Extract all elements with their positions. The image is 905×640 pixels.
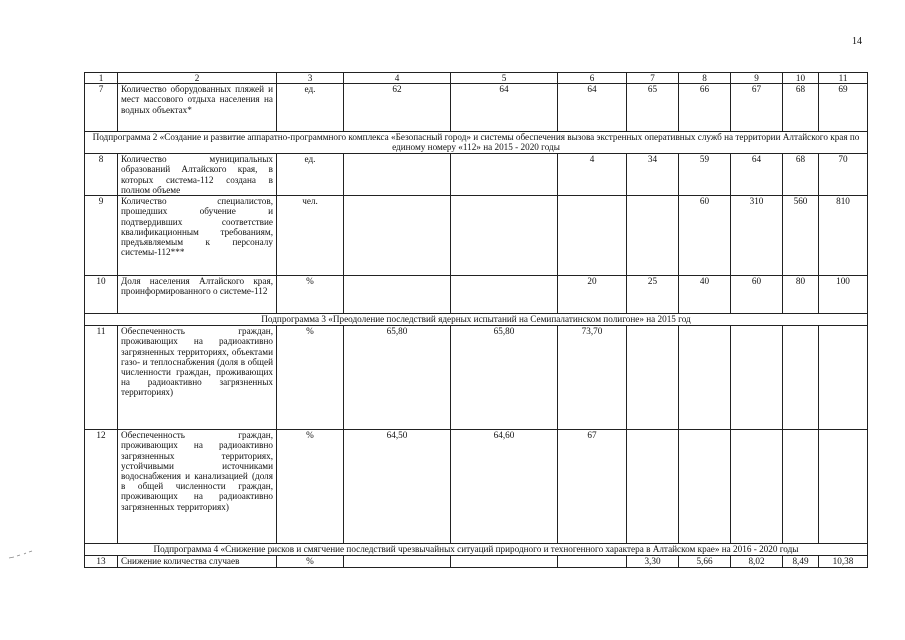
table-row: [85, 84, 868, 132]
value-cell: 64: [558, 84, 627, 132]
indicators-table: [84, 72, 868, 568]
value-cell: 68: [783, 84, 819, 132]
value-cell: [627, 326, 679, 430]
value-cell: 65: [627, 84, 679, 132]
unit-cell: %: [277, 326, 344, 430]
indicator-name: Количество оборудованных пляжей и мест массового отдыха населения на водных объектах*: [118, 84, 277, 132]
value-cell: [783, 430, 819, 544]
page-number: 14: [852, 36, 862, 47]
value-cell: 10,38: [819, 556, 868, 568]
header-cell: 10: [783, 73, 819, 84]
value-cell: 25: [627, 276, 679, 314]
value-cell: [783, 326, 819, 430]
unit-cell: ед.: [277, 84, 344, 132]
value-cell: [679, 430, 731, 544]
row-number: 9: [85, 196, 118, 276]
value-cell: [451, 556, 558, 568]
subprogram-row: [85, 544, 868, 556]
value-cell: [627, 430, 679, 544]
value-cell: [558, 196, 627, 276]
table-row: [85, 154, 868, 196]
value-cell: [627, 196, 679, 276]
value-cell: [819, 326, 868, 430]
indicator-name: Снижение количества случаев: [118, 556, 277, 568]
value-cell: 4: [558, 154, 627, 196]
value-cell: [819, 430, 868, 544]
value-cell: 8,02: [731, 556, 783, 568]
value-cell: 810: [819, 196, 868, 276]
row-number: 10: [85, 276, 118, 314]
header-cell: 4: [344, 73, 451, 84]
table-row: [85, 196, 868, 276]
value-cell: 60: [679, 196, 731, 276]
indicator-name: Доля населения Алтайского края, проинформированного о системе-112: [118, 276, 277, 314]
value-cell: [451, 196, 558, 276]
value-cell: 40: [679, 276, 731, 314]
header-cell: 9: [731, 73, 783, 84]
value-cell: 59: [679, 154, 731, 196]
value-cell: 68: [783, 154, 819, 196]
subprogram-title: Подпрограмма 3 «Преодоление последствий ядерных испытаний на Семипалатинском полигоне» на 2015 год: [85, 314, 868, 326]
value-cell: 60: [731, 276, 783, 314]
header-cell: 3: [277, 73, 344, 84]
value-cell: [679, 326, 731, 430]
header-cell: 6: [558, 73, 627, 84]
table-row: [85, 326, 868, 430]
row-number: 13: [85, 556, 118, 568]
scan-speck-mark: [8, 550, 34, 560]
table-row: [85, 430, 868, 544]
header-cell: 11: [819, 73, 868, 84]
value-cell: [344, 276, 451, 314]
value-cell: 64: [731, 154, 783, 196]
value-cell: [731, 430, 783, 544]
subprogram-row: [85, 132, 868, 154]
value-cell: 5,66: [679, 556, 731, 568]
row-number: 11: [85, 326, 118, 430]
unit-cell: %: [277, 276, 344, 314]
header-cell: 8: [679, 73, 731, 84]
value-cell: [344, 154, 451, 196]
value-cell: [558, 556, 627, 568]
value-cell: 66: [679, 84, 731, 132]
header-cell: 7: [627, 73, 679, 84]
unit-cell: чел.: [277, 196, 344, 276]
header-cell: 2: [118, 73, 277, 84]
value-cell: [344, 196, 451, 276]
value-cell: 80: [783, 276, 819, 314]
value-cell: [451, 276, 558, 314]
value-cell: 3,30: [627, 556, 679, 568]
value-cell: 67: [558, 430, 627, 544]
unit-cell: %: [277, 430, 344, 544]
value-cell: 64: [451, 84, 558, 132]
subprogram-title: Подпрограмма 4 «Снижение рисков и смягчение последствий чрезвычайных ситуаций природного и техногенного характера в Алтайском крае» на 2016 - 2020 годы: [85, 544, 868, 556]
row-number: 7: [85, 84, 118, 132]
row-number: 8: [85, 154, 118, 196]
value-cell: 65,80: [344, 326, 451, 430]
subprogram-title: Подпрограмма 2 «Создание и развитие аппаратно-программного комплекса «Безопасный город» и системы обеспечения вызова экстренных оперативных служб на территории Алтайского края по единому номеру «112» на 2015 - 2020 годы: [85, 132, 868, 154]
header-cell: 5: [451, 73, 558, 84]
value-cell: 69: [819, 84, 868, 132]
table-row: [85, 556, 868, 568]
header-cell: 1: [85, 73, 118, 84]
value-cell: 8,49: [783, 556, 819, 568]
value-cell: 560: [783, 196, 819, 276]
value-cell: [344, 556, 451, 568]
value-cell: 34: [627, 154, 679, 196]
value-cell: 73,70: [558, 326, 627, 430]
value-cell: 64,60: [451, 430, 558, 544]
value-cell: 100: [819, 276, 868, 314]
unit-cell: %: [277, 556, 344, 568]
value-cell: [731, 326, 783, 430]
indicator-name: Обеспеченность граждан, проживающих на радиоактивно загрязненных территориях, устойчивыми источниками водоснабжения и канализацией (доля в общей численности граждан, проживающих на радиоактивно загрязненных территориях): [118, 430, 277, 544]
value-cell: 67: [731, 84, 783, 132]
value-cell: 64,50: [344, 430, 451, 544]
value-cell: 20: [558, 276, 627, 314]
indicator-name: Количество специалистов, прошедших обучение и подтвердивших соответствие квалификационным требованиям, предъявляемым к персоналу системы-112***: [118, 196, 277, 276]
table-row: [85, 276, 868, 314]
row-number: 12: [85, 430, 118, 544]
subprogram-row: [85, 314, 868, 326]
value-cell: 62: [344, 84, 451, 132]
indicator-name: Обеспеченность граждан, проживающих на радиоактивно загрязненных территориях, объектами газо- и теплоснабжения (доля в общей численности граждан, проживающих на радиоактивно загрязненных территориях): [118, 326, 277, 430]
value-cell: 310: [731, 196, 783, 276]
header-row: [85, 73, 868, 84]
value-cell: 65,80: [451, 326, 558, 430]
value-cell: [451, 154, 558, 196]
value-cell: 70: [819, 154, 868, 196]
unit-cell: ед.: [277, 154, 344, 196]
indicator-name: Количество муниципальных образований Алтайского края, в которых система-112 создана в полном объеме: [118, 154, 277, 196]
